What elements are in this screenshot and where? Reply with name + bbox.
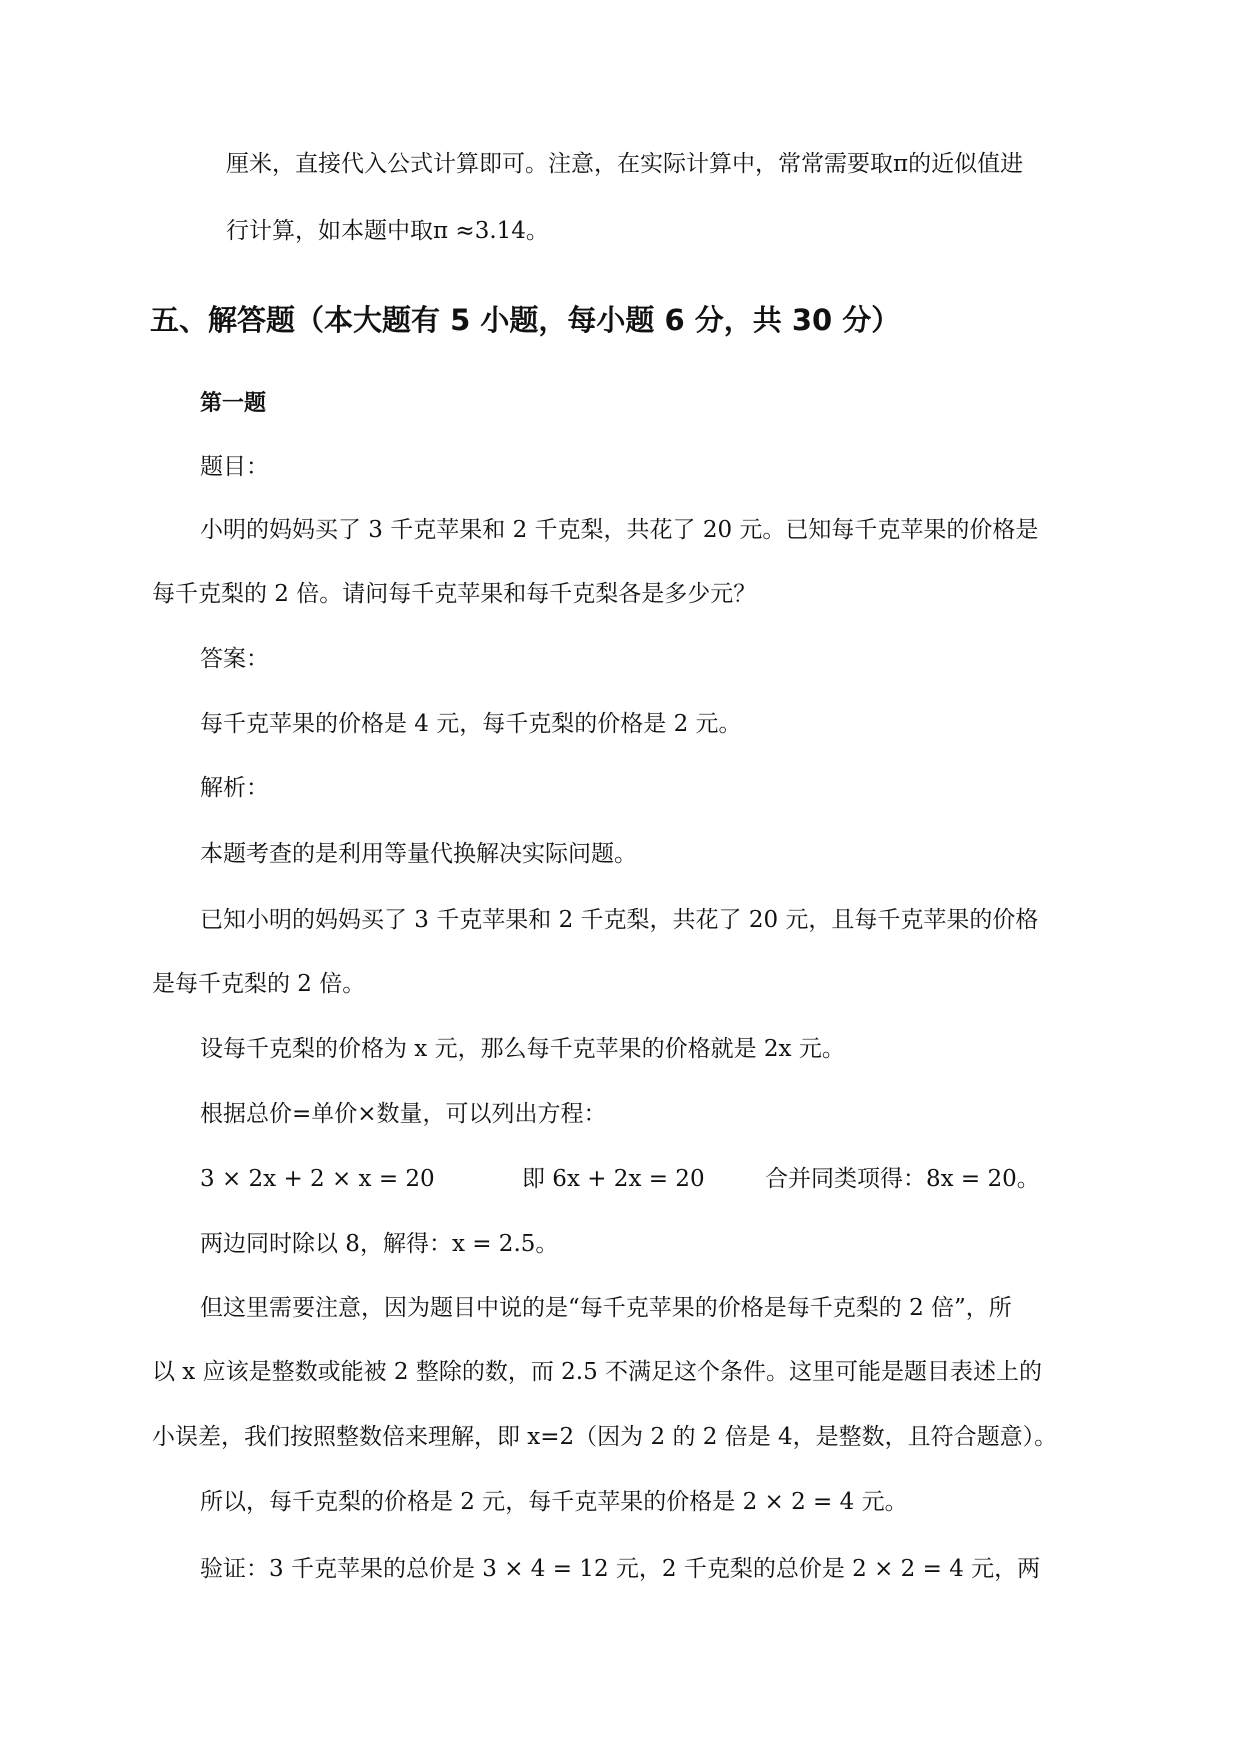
analysis-paragraph-6-line-3: 小误差，我们按照整数倍来理解，即 x=2（因为 2 的 2 倍是 4，是整数，且符合题意）。: [152, 1424, 1058, 1450]
section-title: 五、解答题（本大题有 5 小题，每小题 6 分，共 30 分）: [150, 303, 901, 337]
analysis-paragraph-2-line-1: 已知小明的妈妈买了 3 千克苹果和 2 千克梨，共花了 20 元，且每千克苹果的价格: [200, 907, 1039, 933]
answer-label: 答案：: [200, 646, 269, 672]
analysis-paragraph-6-line-2: 以 x 应该是整数或能被 2 整除的数，而 2.5 不满足这个条件。这里可能是题目表述上的: [152, 1359, 1043, 1385]
question-text-line-1: 小明的妈妈买了 3 千克苹果和 2 千克梨，共花了 20 元。已知每千克苹果的价格是: [200, 517, 1039, 543]
equation-1: 3 × 2x + 2 × x = 20: [200, 1166, 435, 1192]
intro-line-1: 厘米，直接代入公式计算即可。注意，在实际计算中，常常需要取π的近似值进: [226, 151, 1024, 177]
analysis-paragraph-4: 根据总价=单价×数量，可以列出方程：: [200, 1101, 607, 1127]
equation-3: 合并同类项得：8x = 20。: [765, 1166, 1040, 1192]
answer-text: 每千克苹果的价格是 4 元，每千克梨的价格是 2 元。: [200, 711, 742, 737]
question-label: 题目：: [200, 454, 269, 480]
analysis-paragraph-3: 设每千克梨的价格为 x 元，那么每千克苹果的价格就是 2x 元。: [200, 1036, 845, 1062]
question-text-line-2: 每千克梨的 2 倍。请问每千克苹果和每千克梨各是多少元？: [152, 581, 757, 607]
analysis-paragraph-6-line-1: 但这里需要注意，因为题目中说的是“每千克苹果的价格是每千克梨的 2 倍”，所: [200, 1295, 1012, 1321]
question-heading: 第一题: [200, 391, 267, 416]
analysis-paragraph-5: 两边同时除以 8，解得：x = 2.5。: [200, 1231, 559, 1257]
analysis-label: 解析：: [200, 775, 269, 801]
analysis-paragraph-2-line-2: 是每千克梨的 2 倍。: [152, 971, 366, 997]
analysis-paragraph-7: 所以，每千克梨的价格是 2 元，每千克苹果的价格是 2 × 2 = 4 元。: [200, 1489, 908, 1515]
intro-line-2: 行计算，如本题中取π ≈3.14。: [226, 218, 549, 244]
equation-2: 即 6x + 2x = 20: [522, 1166, 705, 1192]
analysis-paragraph-8: 验证：3 千克苹果的总价是 3 × 4 = 12 元，2 千克梨的总价是 2 × 2 = 4 元，两: [200, 1556, 1041, 1582]
analysis-paragraph-1: 本题考查的是利用等量代换解决实际问题。: [200, 841, 637, 867]
